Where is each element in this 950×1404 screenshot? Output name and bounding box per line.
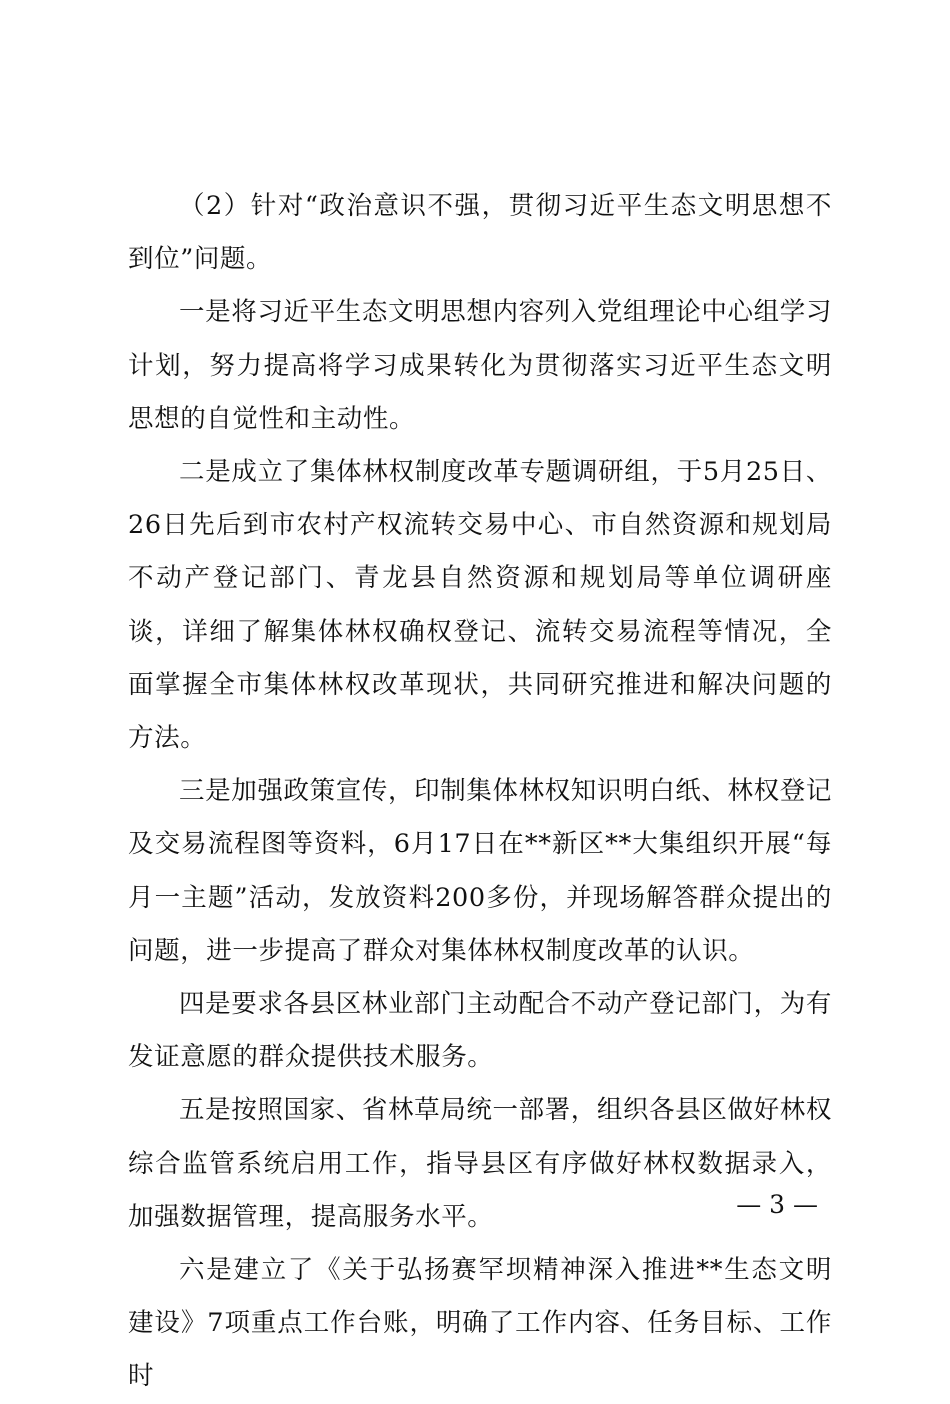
- document-body: [128, 180, 832, 1404]
- paragraph-item-4: 四是要求各县区林业部门主动配合不动产登记部门，为有发证意愿的群众提供技术服务。: [128, 989, 832, 1073]
- paragraph-item-3: 三是加强政策宣传，印制集体林权知识明白纸、林权登记及交易流程图等资料，6月17日在**新区**大集组织开展“每月一主题”活动，发放资料200多份，并现场解答群众提出的问题，进一步提高了群众对集体林权制度改革的认识。: [128, 776, 832, 966]
- paragraph-item-6: 六是建立了《关于弘扬赛罕坝精神深入推进**生态文明建设》7项重点工作台账，明确了工作内容、任务目标、工作时: [128, 1255, 832, 1392]
- paragraph-item-5: 五是按照国家、省林草局统一部署，组织各县区做好林权综合监管系统启用工作，指导县区有序做好林权数据录入，加强数据管理，提高服务水平。: [128, 1095, 832, 1232]
- paragraph-item-1: 一是将习近平生态文明思想内容列入党组理论中心组学习计划，努力提高将学习成果转化为贯彻落实习近平生态文明思想的自觉性和主动性。: [128, 297, 832, 434]
- paragraph-item-2: 二是成立了集体林权制度改革专题调研组，于5月25日、26日先后到市农村产权流转交易中心、市自然资源和规划局不动产登记部门、青龙县自然资源和规划局等单位调研座谈，详细了解集体林权确权登记、流转交易流程等情况，全面掌握全市集体林权改革现状，共同研究推进和解决问题的方法。: [128, 457, 832, 754]
- paragraph-heading-2: （2）针对“政治意识不强，贯彻习近平生态文明思想不到位”问题。: [128, 191, 832, 275]
- page-number: — 3 —: [736, 1190, 818, 1219]
